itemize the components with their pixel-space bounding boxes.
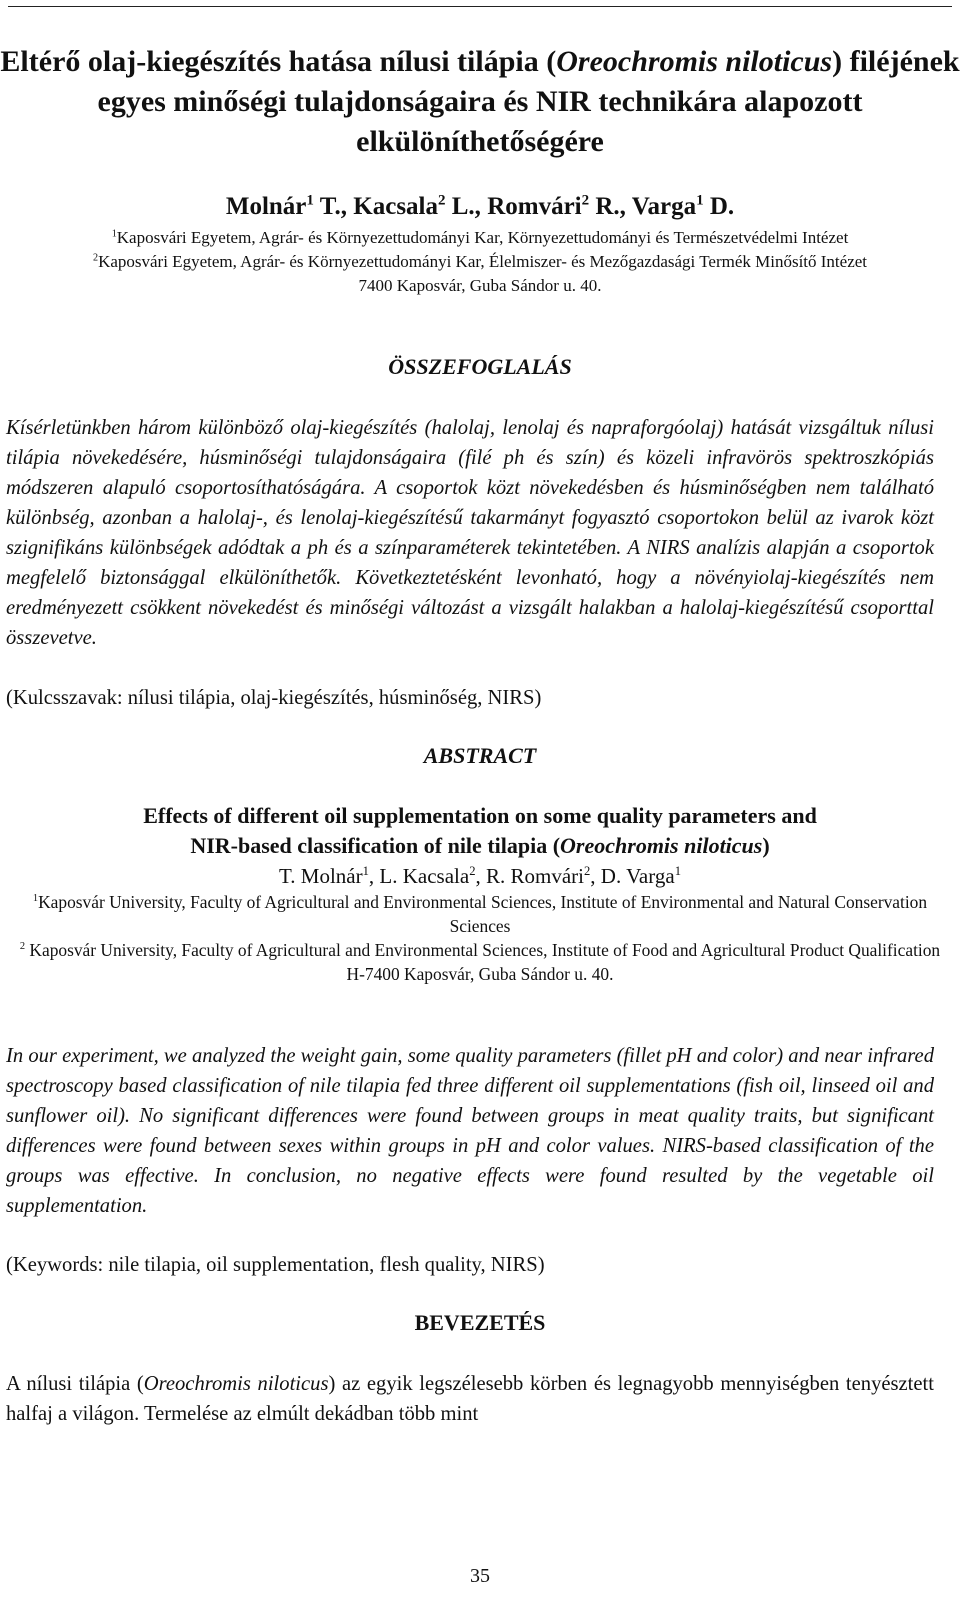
author-affil-sup: 2 (438, 192, 446, 209)
author-name: L. Kacsala (379, 864, 470, 888)
affil-text: Kaposvár University, Faculty of Agricultural and Environmental Sciences, Institute of Food and Agricultural Product Qualification (25, 940, 941, 960)
author-name: Varga (631, 193, 697, 220)
address: 7400 Kaposvár, Guba Sándor u. 40. (358, 276, 602, 295)
affil-sup: 2 (92, 252, 99, 264)
affiliation-2 (10, 938, 950, 962)
affiliations-en (10, 890, 950, 986)
affiliation-1 (16, 226, 944, 250)
intro-text-part: A nílusi tilápia ( (6, 1373, 144, 1395)
abstract-text: In our experiment, we analyzed the weight gain, some quality parameters (fillet pH and color) and near infrared spectroscopy based classification of nile tilapia fed three different oil supplementations (fish oil, linseed oil and sunflower oil). No significant differences were found between groups in meat quality traits, but significant differences were found between sexes within groups in pH and color values. NIRS-based classification of the groups was effective. In conclusion, no negative effects were found resulted by the vegetable oil supplementation. (6, 1045, 934, 1217)
abstract-keywords: (Keywords: nile tilapia, oil supplementation, flesh quality, NIRS) (6, 1254, 545, 1276)
author-initial: D. (709, 193, 735, 220)
author-sep: , (590, 864, 601, 888)
affil-sup: 1 (111, 228, 117, 240)
affiliation-2 (16, 250, 944, 274)
summary-heading: ÖSSZEFOGLALÁS (388, 354, 572, 379)
author-name: D. Varga (600, 864, 675, 888)
author-list (0, 192, 960, 222)
affil-sup: 1 (32, 893, 39, 905)
author-sep: , (475, 864, 486, 888)
author-affil-sup: 1 (696, 192, 704, 209)
abstract-author-list (0, 862, 960, 890)
author-name: T. Molnár (279, 864, 363, 888)
abstract-heading: ABSTRACT (423, 743, 537, 768)
paper-title (0, 42, 960, 162)
title-species: Oreochromis niloticus (556, 45, 833, 78)
author-initial: R., (595, 193, 626, 220)
author-sep: , (368, 864, 380, 888)
summary-text: Kísérletünkben három különböző olaj-kiegészítés (halolaj, lenolaj és napraforgóolaj) hatását vizsgáltuk nílusi tilápia növekedésére, húsminőségi tulajdonságaira (filé ph és szín) és közeli infravörös spektroszkópiás módszeren alapuló csoportosíthatóságára. A csoportok közt növekedésben és húsminőségben nem található különbség, azonban a halolaj-, és lenolaj-kiegészítésű takarmányt fogyasztó csoportokon belül az ivarok közt szignifikáns különbségek adódtak a ph és a színparaméterek tekintetében. A NIRS analízis alapján a csoportok megfelelő biztonsággal elkülöníthetők. Következtetésként levonható, hogy a növényiolaj-kiegészítés nem eredményezett csökkent növekedést és minőségi változást a vizsgált halakban a halolaj-kiegészítésű csoporttal összevetve. (6, 417, 934, 649)
author-initial: T., (319, 193, 348, 220)
title-part: ) (762, 833, 770, 858)
author-name: Kacsala (353, 193, 438, 220)
abstract-title-line: Effects of different oil supplementation on some quality parameters and (143, 803, 817, 828)
title-part: ) filéjének egyes minőségi tulajdonságaira és NIR technikára alapozott elkülöníthetőségére (97, 45, 960, 158)
affil-text: Kaposvár University, Faculty of Agricultural and Environmental Sciences, Institute of Environmental and Natural Conservation Sciences (38, 892, 928, 936)
author-name: R. Romvári (486, 864, 584, 888)
author-affil-sup: 1 (362, 864, 369, 878)
author-affil-sup: 1 (306, 192, 314, 209)
address: H-7400 Kaposvár, Guba Sándor u. 40. (346, 964, 614, 984)
introduction-heading: BEVEZETÉS (414, 1310, 546, 1335)
author-initial: L., (451, 193, 481, 220)
affil-sup: 2 (19, 941, 26, 953)
author-name: Molnár (225, 193, 307, 220)
abstract-title-line (0, 831, 960, 861)
title-part: NIR-based classification of nile tilapia ( (190, 833, 561, 858)
author-affil-sup: 1 (674, 864, 681, 878)
summary-keywords: (Kulcsszavak: nílusi tilápia, olaj-kiegészítés, húsminőség, NIRS) (6, 687, 542, 709)
introduction-text (6, 1369, 934, 1429)
intro-species: Oreochromis niloticus (143, 1373, 329, 1395)
author-affil-sup: 2 (584, 864, 591, 878)
abstract-title (0, 801, 960, 861)
header-rule (8, 6, 952, 7)
title-part: Eltérő olaj-kiegészítés hatása nílusi tilápia ( (0, 45, 557, 78)
affiliation-1 (10, 890, 950, 938)
page-number: 35 (470, 1565, 490, 1587)
affiliations-hu (16, 226, 944, 298)
author-affil-sup: 2 (581, 192, 590, 209)
author-affil-sup: 2 (469, 864, 476, 878)
affil-text: Kaposvári Egyetem, Agrár- és Környezettudományi Kar, Élelmiszer- és Mezőgazdasági Termék Minősítő Intézet (98, 252, 868, 271)
title-species: Oreochromis niloticus (560, 833, 763, 858)
affil-text: Kaposvári Egyetem, Agrár- és Környezettudományi Kar, Környezettudományi és Természetvédelmi Intézet (116, 228, 849, 247)
intro-text-part: ) az egyik legszélesebb körben és legnagyobb mennyiségben tenyésztett halfaj a világon. Termelése az elmúlt dekádban több mint (6, 1373, 934, 1425)
author-name: Romvári (487, 193, 582, 220)
